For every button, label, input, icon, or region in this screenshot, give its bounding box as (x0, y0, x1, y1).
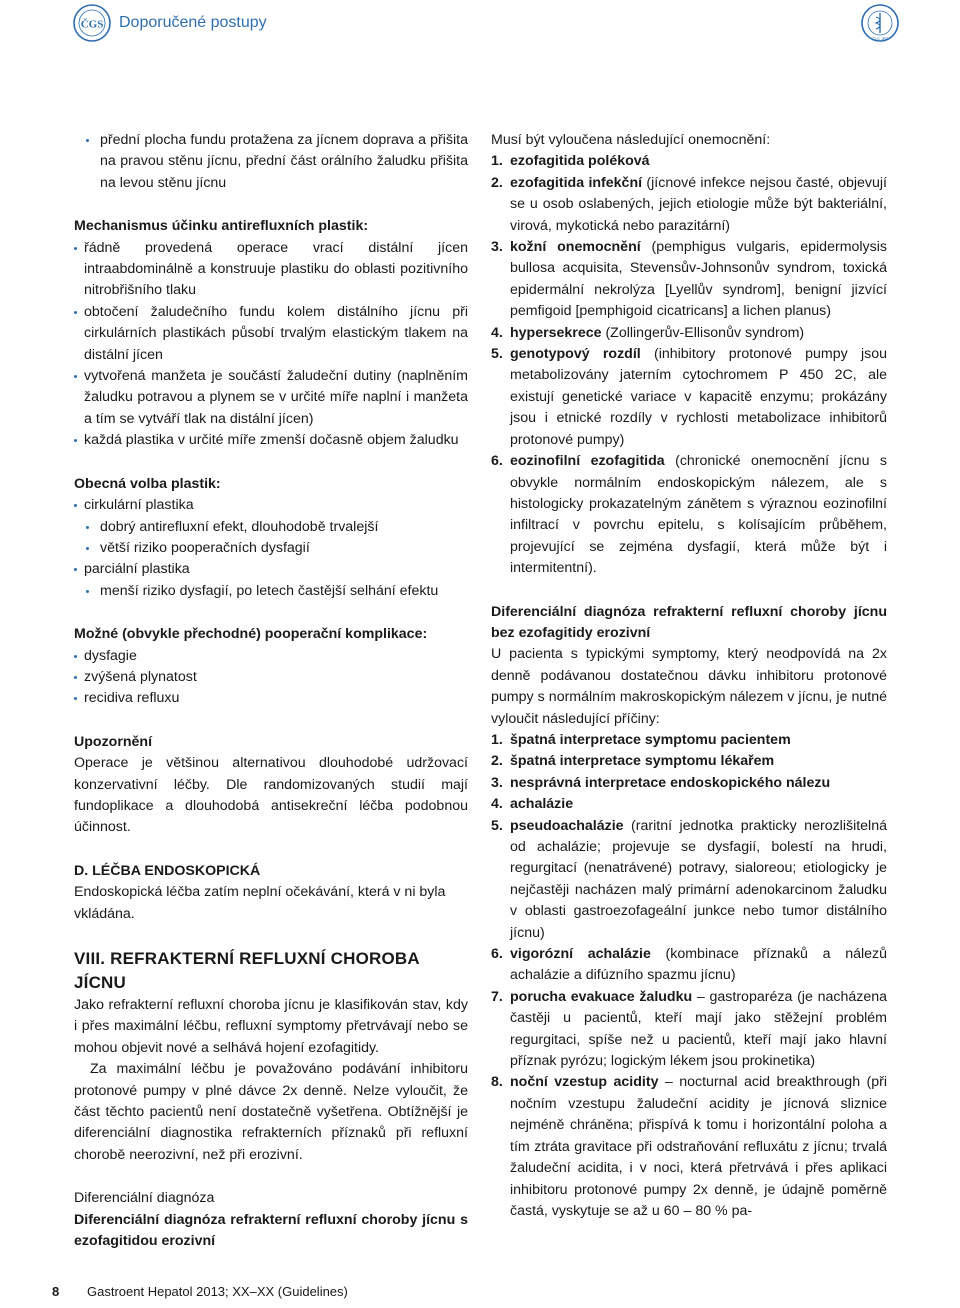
cgs-logo-text: ČGS (80, 18, 104, 31)
diff-diagnosis-nonerosive-text: U pacienta s typickými symptomy, který neodpovídá na 2x denně podávanou dostatečnou dávku inhibitoru protonové pumpy s normálním makroskopickým nálezem v jícnu, je nutné vyloučit následující příčiny: (491, 646, 887, 727)
item-text: – nocturnal acid breakthrough (při nočním vzestupu žaludeční acidity je jícnová sliznice nejméně chráněna; přispívá k tomu i horizontální poloha a tím ztráta gravitace při odstraňování refluxátu z jícnu; trvalá žaludeční acidita, i v noci, která přetrvává i přes aplikaci inhibitoru protonové pumpy 2x denně, je údajně poměrně častá, vyskytuje se až u 60 – 80 % pa- (510, 1074, 888, 1219)
item-term: noční vzestup acidity (510, 1074, 659, 1091)
item-text: (Zollingerův-Ellisonův syndrom) (601, 324, 805, 341)
item-term: porucha evakuace žaludku (510, 988, 693, 1005)
item-number: 8. (491, 1074, 503, 1091)
list-item (491, 944, 887, 987)
item-text: (inhibitory protonové pumpy jsou metabolizovány jaterním cytochromem P 450 2C, ale existují genetické variace v kapacitě enzymu; prokázány jsou i etnické rozdíly v rychlosti metabolizace inhibitorů protonové pumpy) (510, 346, 888, 448)
complications-list (74, 646, 468, 710)
item-number: 4. (491, 324, 503, 341)
choice-list (74, 495, 468, 602)
warning-text: Operace je většinou alternativou dlouhodobé udržovací konzervativní léčby. Dle randomizovaných studií mají fundoplikace a dlouhodobá antisekreční léčba podobnou účinnost. (74, 755, 468, 836)
warning-heading: Upozornění (74, 733, 153, 750)
left-column (74, 130, 468, 1252)
list-item: parciální plastika (74, 559, 468, 580)
item-term: genotypový rozdíl (510, 346, 641, 363)
list-item (491, 730, 887, 751)
list-item (491, 344, 887, 451)
item-term: pseudoachalázie (510, 817, 624, 834)
list-item (491, 751, 887, 772)
list-item: dobrý antirefluxní efekt, dlouhodobě trvalejší (74, 517, 468, 538)
item-number: 2. (491, 174, 503, 191)
list-item (491, 151, 887, 172)
item-number: 6. (491, 946, 503, 963)
page-number: 8 (52, 1284, 60, 1299)
list-item: recidiva refluxu (74, 688, 468, 709)
item-term: ezofagitida infekční (510, 174, 643, 191)
item-term: eozinofilní ezofagitida (510, 453, 665, 470)
item-number: 1. (491, 731, 503, 748)
journal-citation: Gastroent Hepatol 2013; XX–XX (Guidelines) (87, 1284, 348, 1299)
item-number: 7. (491, 988, 503, 1005)
item-term: ezofagitida poléková (510, 153, 650, 170)
item-number: 2. (491, 753, 503, 770)
list-item: menší riziko dysfagií, po letech častější selhání efektu (74, 581, 468, 602)
exclusion-intro: Musí být vyloučena následující onemocnění: (491, 132, 771, 148)
item-term: achalázie (510, 796, 574, 813)
item-term: vigorózní achalázie (510, 946, 651, 963)
header-title: Doporučené postupy (119, 14, 267, 31)
exclusion-list (491, 151, 887, 579)
item-number: 6. (491, 453, 503, 470)
cls-jep-logo-text: ČLS JEP (871, 36, 889, 41)
list-item: dysfagie (74, 646, 468, 667)
diff-diagnosis-heading: Diferenciální diagnóza (74, 1190, 215, 1207)
fundoplication-list (74, 130, 468, 194)
item-number: 3. (491, 239, 503, 256)
item-text: (raritní jednotka prakticky nerozlišitelná od achalázie; projevuje se dysfagií, bolestí na hrudi, regurgitací (nenatrávené) potravy, sialoreou; etiologicky je nejčastěji nacházen malý primární adenokarcinom žaludku v oblasti gastroezofageální junkce nebo tumor distálního jícnu) (510, 817, 887, 941)
list-item: zvýšená plynatost (74, 667, 468, 688)
section-viii-paragraph: Jako refrakterní refluxní choroba jícnu je klasifikován stav, kdy i přes maximální léčbu, refluxní symptomy přetrvávají nebo se mohou objevit nové a selhává hojení ezofagitidy. (74, 997, 468, 1056)
item-term: špatná interpretace symptomu lékařem (510, 753, 775, 770)
cls-jep-logo (860, 3, 900, 43)
list-item (491, 323, 887, 344)
list-item (491, 173, 887, 237)
list-item: přední plocha fundu protažena za jícnem doprava a přišita na pravou stěnu jícnu, přední část orálního žaludku přišita na levou stěnu jícnu (74, 130, 468, 194)
list-item (491, 987, 887, 1073)
list-item: cirkulární plastika (74, 495, 468, 516)
list-item: obtočení žaludečního fundu kolem distálního jícnu při cirkulárních plastikách působí trvalým elastickým tlakem na distální jícen (74, 302, 468, 366)
item-number: 5. (491, 817, 503, 834)
section-viii-paragraph: Za maximální léčbu je považováno podávání inhibitoru protonové pumpy v plné dávce 2x denně. Nelze vyloučit, že část těchto pacientů není dostatečně vyšetřena. Obtížnější je diferenciální diagnostika refrakterních příznaků při refluxní chorobě neerozivní, než při erozivní. (74, 1061, 468, 1163)
list-item: řádně provedená operace vrací distální jícen intraabdominálně a konstruuje plastiku do oblasti pozitivního nitrobřišního tlaku (74, 238, 468, 302)
diff-diagnosis-subheading: Diferenciální diagnóza refrakterní refluxní choroby jícnu s ezofagitidou erozivní (74, 1211, 468, 1250)
section-viii-heading: VIII. REFRAKTERNÍ REFLUXNÍ CHOROBA JÍCNU (74, 949, 420, 992)
list-item (491, 794, 887, 815)
list-item (491, 237, 887, 323)
list-item: větší riziko pooperačních dysfagií (74, 538, 468, 559)
right-column (491, 130, 887, 1222)
list-item (491, 451, 887, 579)
endoscopic-text: Endoskopická léčba zatím neplní očekávání, která v ni byla vkládána. (74, 884, 446, 922)
complications-heading: Možné (obvykle přechodné) pooperační komplikace: (74, 626, 428, 643)
item-number: 1. (491, 153, 503, 170)
item-text: – gastroparéza (je nacházena častěji u pacientů, kteří mají jako stěžejní problém regurgitaci, spíše než u pacientů, kteří mají jako hlavní příznak pyrózu; logickým lékem jsou prokinetika) (510, 988, 887, 1070)
item-text: (kombinace příznaků a nálezů achalázie a difúzního spazmu jícnu) (510, 946, 888, 984)
cgs-logo (72, 3, 112, 43)
list-item (491, 773, 887, 794)
item-term: hypersekrece (510, 324, 602, 341)
list-item (491, 816, 887, 944)
diff-diagnosis-nonerosive-heading: Diferenciální diagnóza refrakterní refluxní choroby jícnu bez ezofagitidy erozivní (491, 603, 887, 641)
list-item: každá plastika v určité míře zmenší dočasně objem žaludku (74, 430, 468, 451)
item-number: 3. (491, 774, 503, 791)
item-text: (chronické onemocnění jícnu s obvykle normálním endoskopickým nálezem, ale s histologicky prokazatelným zánětem s výraznou eozinofilní infiltrací v povrchu epitelu, s kolísajícím průběhem, projevující se zejména dysfagií, která může být i intermitentní). (510, 453, 887, 577)
mechanism-heading: Mechanismus účinku antirefluxních plastik: (74, 218, 369, 235)
item-term: špatná interpretace symptomu pacientem (510, 731, 791, 748)
choice-heading: Obecná volba plastik: (74, 475, 221, 492)
list-item (491, 1072, 887, 1222)
item-text: (pemphigus vulgaris, epidermolysis bullosa acquisita, Stevensův-Johnsonův syndrom, toxická epidermální nekrolýza [Lyellův syndrom], benigní jizvící pemfigoid [pemphigoid cicatricans] a lichen planus) (510, 239, 887, 320)
item-number: 5. (491, 346, 503, 363)
list-item: vytvořená manžeta je součástí žaludeční dutiny (naplněním žaludku potravou a plynem se v určité míře naplní i manžeta a tím se vytváří tlak na distální jícen) (74, 366, 468, 430)
item-number: 4. (491, 796, 503, 813)
mechanism-list (74, 238, 468, 452)
causes-list (491, 730, 887, 1222)
item-term: nesprávná interpretace endoskopického nálezu (510, 774, 831, 791)
item-text: (jícnové infekce nejsou časté, objevují se u osob oslabených, jejich etiologie může být bakteriální, virová, mykotická nebo parazitární) (510, 174, 887, 234)
item-term: kožní onemocnění (510, 239, 641, 256)
endoscopic-heading: D. LÉČBA ENDOSKOPICKÁ (74, 862, 261, 879)
